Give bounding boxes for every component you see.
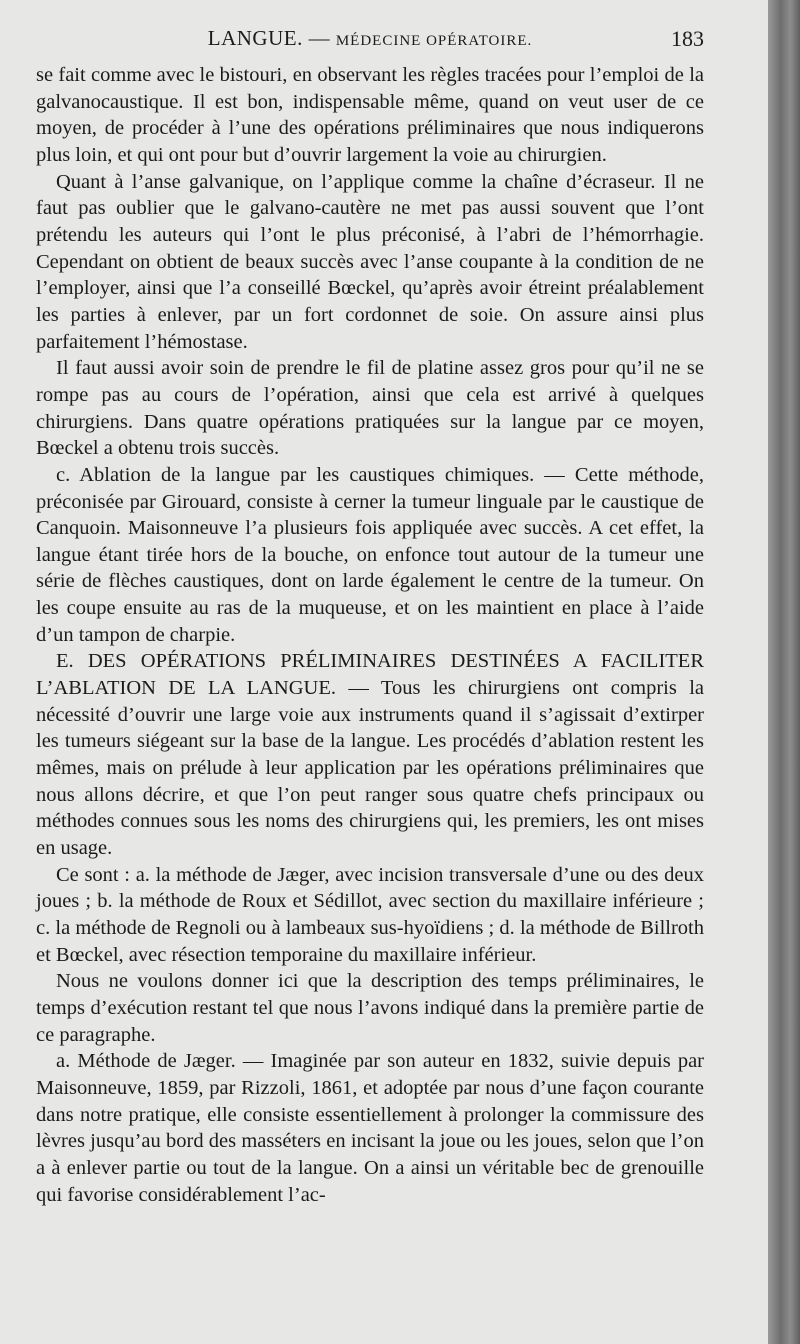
paragraph: Quant à l’anse galvanique, on l’applique comme la chaîne d’écraseur. Il ne faut pas oublier que le galvano-cautère ne met pas aussi souvent que l’ont prétendu les auteurs qui l’ont le plus préconisé, à l’abri de l’hémorrhagie. Cependant on obtient de beaux succès avec l’anse coupante à la condition de ne l’employer, ainsi que l’a conseillé Bœckel, qu’après avoir étreint préalablement les parties à enlever, par un fort cordonnet de soie. On assure ainsi plus parfaitement l’hémostase. [36, 170, 704, 353]
paragraph: Nous ne voulons donner ici que la description des temps préliminaires, le temps d’exécution restant tel que nous l’avons indiqué dans la première partie de ce paragraphe. [36, 970, 704, 1046]
paragraph: Il faut aussi avoir soin de prendre le fil de platine assez gros pour qu’il ne se rompe pas au cours de l’opération, ainsi que cela est arrivé à quelques chirurgiens. Dans quatre opérations pratiquées sur la langue par ce moyen, Bœckel a obtenu trois succès. [36, 357, 704, 460]
running-head-subtitle: MÉDECINE OPÉRATOIRE. [335, 33, 533, 49]
paragraph: Ce sont : a. la méthode de Jæger, avec incision transversale d’une ou des deux joues ; b. la méthode de Roux et Sédillot, avec section du maxillaire inférieure ; c. la méthode de Regnoli ou à lambeaux sus-hyoïdiens ; d. la méthode de Billroth et Bœckel, avec résection temporaine du maxillaire inférieur. [36, 863, 704, 966]
paragraph: E. DES OPÉRATIONS PRÉLIMINAIRES DESTINÉES A FACILITER L’ABLATION DE LA LANGUE. — Tous les chirurgiens ont compris la nécessité d’ouvrir une large voie aux instruments quand il s’agissait d’extirper les tumeurs siégeant sur la base de la langue. Les procédés d’ablation restent les mêmes, mais on prélude à leur application par les opérations préliminaires que nous allons décrire, et que l’on peut ranger sous quatre chefs principaux ou méthodes connues sous les noms des chirurgiens qui, les premiers, les ont mises en usage. [36, 650, 704, 860]
book-spine-shadow [768, 0, 800, 1344]
running-head-dash: — [308, 26, 331, 50]
paragraph: a. Méthode de Jæger. — Imaginée par son auteur en 1832, suivie depuis par Maisonneuve, 1859, par Rizzoli, 1861, et adoptée par nous d’une façon courante dans notre pratique, elle consiste essentiellement à prolonger la commissure des lèvres jusqu’au bord des masséters en incisant la joue ou les joues, selon que l’on a à enlever partie ou tout de la langue. On a ainsi un véritable bec de grenouille qui favorise considérablement l’ac- [36, 1050, 704, 1206]
paragraph: c. Ablation de la langue par les caustiques chimiques. — Cette méthode, préconisée par Girouard, consiste à cerner la tumeur linguale par le caustique de Canquoin. Maisonneuve l’a plusieurs fois appliquée avec succès. A cet effet, la langue étant tirée hors de la bouche, on enfonce tout autour de la tumeur une série de flèches caustiques, dont on larde également le centre de la tumeur. On les coupe ensuite au ras de la muqueuse, et on les maintient en place à l’aide d’un tampon de charpie. [36, 463, 704, 646]
paragraph: se fait comme avec le bistouri, en observant les règles tracées pour l’emploi de la galvanocaustique. Il est bon, indispensable même, quand on veut user de ce moyen, de procéder à l’une des opérations préliminaires que nous indiquerons plus loin, et qui ont pour but d’ouvrir largement la voie au chirurgien. [36, 64, 704, 166]
page-number: 183 [671, 26, 704, 51]
body-text [36, 62, 704, 1208]
running-head [36, 24, 704, 58]
running-head-title: LANGUE. [207, 26, 303, 50]
